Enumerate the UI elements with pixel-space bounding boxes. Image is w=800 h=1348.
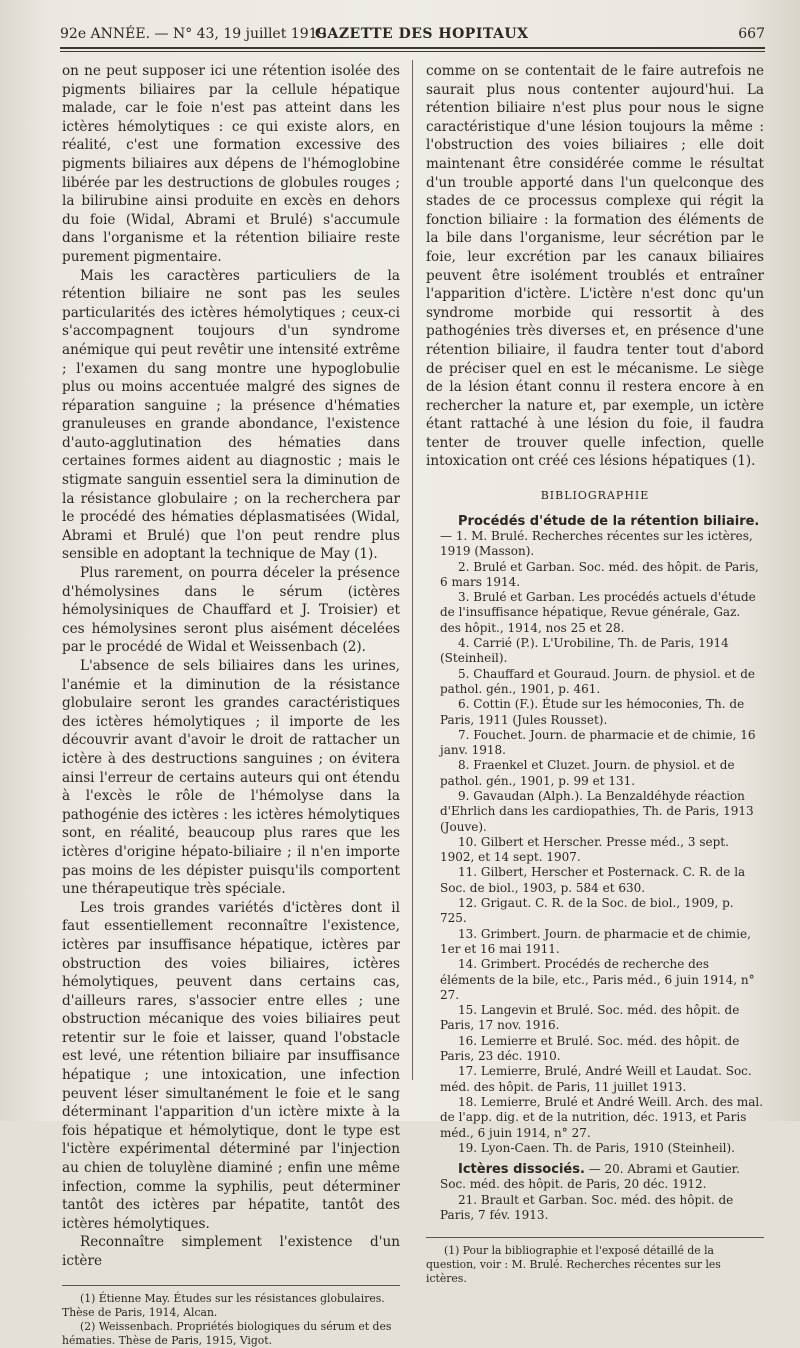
- bibliography-entry: 14. Grimbert. Procédés de recherche des éléments de la bile, etc., Paris méd., 6 juin 1914, n° 27.: [440, 957, 755, 1002]
- bibliography-entry: 18. Lemierre, Brulé et André Weill. Arch. des mal. de l'app. dig. et de la nutrition, déc. 1913, et Paris méd., 6 juin 1914, n° 27.: [440, 1094, 764, 1140]
- bibliography-section-title: Procédés d'étude de la rétention biliaire.: [458, 513, 760, 529]
- bibliography-title: BIBLIOGRAPHIE: [540, 489, 650, 503]
- bibliography-entry: 2. Brulé et Garban. Soc. méd. des hôpit. de Paris, 6 mars 1914.: [440, 559, 759, 589]
- bibliography-text: — 1. M. Brulé. Recherches récentes sur les ictères, 1919 (Masson).: [440, 528, 753, 559]
- header-rule-thin: [60, 51, 765, 52]
- footnote-rule: [426, 1237, 764, 1238]
- bibliography-entry: 15. Langevin et Brulé. Soc. méd. des hôpit. de Paris, 17 nov. 1916.: [440, 1003, 740, 1033]
- column-divider: [412, 60, 413, 1080]
- bibliography-entry: 19. Lyon-Caen. Th. de Paris, 1910 (Steinheil).: [458, 1140, 735, 1155]
- footnote: (1) Pour la bibliographie et l'exposé détaillé de la question, voir : M. Brulé. Recherches récentes sur les ictères.: [426, 1244, 721, 1286]
- bibliography-entry: 7. Fouchet. Journ. de pharmacie et de chimie, 16 janv. 1918.: [440, 727, 756, 758]
- page-number: 667: [738, 26, 765, 42]
- bibliography-entry: 12. Grigaut. C. R. de la Soc. de biol., 1909, p. 725.: [440, 896, 734, 926]
- paragraph: Reconnaître simplement l'existence d'un ictère: [62, 1234, 400, 1269]
- bibliography-entry: 16. Lemierre et Brulé. Soc. méd. des hôpit. de Paris, 23 déc. 1910.: [440, 1033, 740, 1064]
- footnote: (1) Étienne May. Études sur les résistances globulaires. Thèse de Paris, 1914, Alcan.: [62, 1291, 385, 1319]
- paragraph: L'absence de sels biliaires dans les urines, l'anémie et la diminution de la résistance globulaire seront les grandes caractéristiques des ictères hémolytiques ; il importe de les découvrir avant d'avoir le droit de rattacher un ictère à des destructions sanguines ; on évitera ainsi l'erreur de certains auteurs qui ont étendu à l'excès le rôle de l'hémolyse dans la pathogénie des ictères : les ictères hémolytiques sont, en réalité, beaucoup plus rares que les ictères d'origine hépato-biliaire ; il n'en importe pas moins de les dépister puisqu'ils comportent une thérapeutique très spéciale.: [62, 658, 400, 898]
- footnote: (2) Weissenbach. Propriétés biologiques du sérum et des hématies. Thèse de Paris, 1915, Vigot.: [62, 1319, 392, 1347]
- bibliography-section-title: Ictères dissociés.: [458, 1162, 585, 1178]
- paragraph: Les trois grandes variétés d'ictères dont il faut essentiellement reconnaître l'existence, ictères par insuffisance hépatique, ictères par obstruction des voies biliaires, ictères hémolytiques, peuvent dans certains cas, d'ailleurs rares, s'associer entre elles ; une obstruction mécanique des voies biliaires peut retentir sur le foie et laisser, quand l'obstacle est levé, une rétention biliaire par insuffisance hépatique ; une intoxication, une infection peuvent léser simultanément le foie et le sang déterminant l'apparition d'un ictère mixte à la fois hépatique et hémolytique, dont le type est l'ictère expérimental déterminé par l'injection au chien de toluylène diaminé ; enfin une même infection, comme la syphilis, peut déterminer tantôt des ictères par hépatite, tantôt des ictères hémolytiques.: [62, 899, 400, 1232]
- bibliography-entry: 3. Brulé et Garban. Les procédés actuels d'étude de l'insuffisance hépatique, Revue générale, Gaz. des hôpit., 1914, nos 25 et 28.: [440, 590, 756, 635]
- paragraph: Plus rarement, on pourra déceler la présence d'hémolysines dans le sérum (ictères hémolysiniques de Chauffard et J. Troisier) et ces hémolysines seront plus aisément décelées par le procédé de Widal et Weissenbach (2).: [62, 565, 400, 656]
- paragraph: on ne peut supposer ici une rétention isolée des pigments biliaires par la cellule hépatique malade, car le foie n'est pas atteint dans les ictères hémolytiques : ce qui existe alors, en réalité, c'est une formation excessive des pigments biliaires aux dépens de l'hémoglobine libérée par les destructions de globules rouges ; la bilirubine ainsi produite en excès en dehors du foie (Widal, Abrami et Brulé) s'accumule dans l'organisme et la rétention biliaire reste purement pigmentaire.: [62, 63, 400, 265]
- bibliography-entry: 11. Gilbert, Herscher et Posternack. C. R. de la Soc. de biol., 1903, p. 584 et 630.: [440, 865, 746, 895]
- header-rule-thick: [60, 47, 765, 49]
- bibliography-entry: 13. Grimbert. Journ. de pharmacie et de chimie, 1er et 16 mai 1911.: [440, 926, 751, 956]
- left-column: [62, 62, 400, 1348]
- bibliography-entry: 21. Brault et Garban. Soc. méd. des hôpit. de Paris, 7 fév. 1913.: [440, 1192, 734, 1223]
- bibliography-entry: 10. Gilbert et Herscher. Presse méd., 3 sept. 1902, et 14 sept. 1907.: [440, 834, 729, 865]
- issue-info: 92e ANNÉE. — N° 43, 19 juillet 1919.: [60, 26, 331, 42]
- right-column: [426, 62, 764, 1286]
- paragraph: Mais les caractères particuliers de la rétention biliaire ne sont pas les seules particularités des ictères hémolytiques ; ceux-ci s'accompagnent toujours d'un syndrome anémique qui peut revêtir une intensité extrême ; l'examen du sang montre une hypoglobulie plus ou moins accentuée malgré des signes de réparation sanguine ; la présence d'hématies granuleuses en grande abondance, l'existence d'auto-agglutination des hématies dans certaines formes aident au diagnostic ; mais le stigmate sanguin essentiel sera la diminution de la résistance globulaire ; on la recherchera par le procédé des hématies déplasmatisées (Widal, Abrami et Brulé) que l'on peut rendre plus sensible en adoptant la technique de May (1).: [62, 267, 400, 563]
- journal-title: GAZETTE DES HOPITAUX: [315, 26, 529, 42]
- footnote-rule: [62, 1285, 400, 1286]
- page-header: [60, 22, 765, 48]
- paragraph: comme on se contentait de le faire autrefois ne saurait plus nous contenter aujourd'hui. La rétention biliaire n'est plus pour nous le signe caractéristique d'une lésion toujours la même : l'obstruction des voies biliaires ; elle doit maintenant être considérée comme le résultat d'un trouble apporté dans l'un quelconque des stades de ce processus complexe qui régit la fonction biliaire : la formation des éléments de la bile dans l'organisme, leur sécrétion par le foie, leur excrétion par les canaux biliaires peuvent être isolément troublés et entraîner l'apparition d'ictère. L'ictère n'est donc qu'un syndrome morbide qui ressortit à des pathogénies très diverses et, en présence d'une rétention biliaire, il faudra tenter tout d'abord de préciser quel en est le mécanisme. Le siège de la lésion étant connu il restera encore à en rechercher la nature et, par exemple, un ictère étant rattaché à une lésion du foie, il faudra tenter de trouver quelle infection, quelle intoxication ont créé ces lésions hépatiques (1).: [426, 63, 764, 470]
- bibliography-entry: [426, 1162, 764, 1193]
- bibliography-entry: 17. Lemierre, Brulé, André Weill et Laudat. Soc. méd. des hôpit. de Paris, 11 juillet 1913.: [440, 1064, 752, 1094]
- bibliography-text: — 20. Abrami et Gautier. Soc. méd. des hôpit. de Paris, 20 déc. 1912.: [440, 1162, 740, 1192]
- bibliography-entry: 4. Carrié (P.). L'Urobiline, Th. de Paris, 1914 (Steinheil).: [440, 636, 729, 666]
- bibliography-entry: 9. Gavaudan (Alph.). La Benzaldéhyde réaction d'Ehrlich dans les cardiopathies, Th. de Paris, 1913 (Jouve).: [440, 789, 754, 834]
- bibliography-entry: 6. Cottin (F.). Étude sur les hémoconies, Th. de Paris, 1911 (Jules Rousset).: [440, 697, 745, 727]
- bibliography-entry: 5. Chauffard et Gouraud. Journ. de physiol. et de pathol. gén., 1901, p. 461.: [440, 666, 756, 696]
- bibliography-entry: 8. Fraenkel et Cluzet. Journ. de physiol. et de pathol. gén., 1901, p. 99 et 131.: [440, 758, 735, 788]
- bibliography-entry: [426, 514, 764, 560]
